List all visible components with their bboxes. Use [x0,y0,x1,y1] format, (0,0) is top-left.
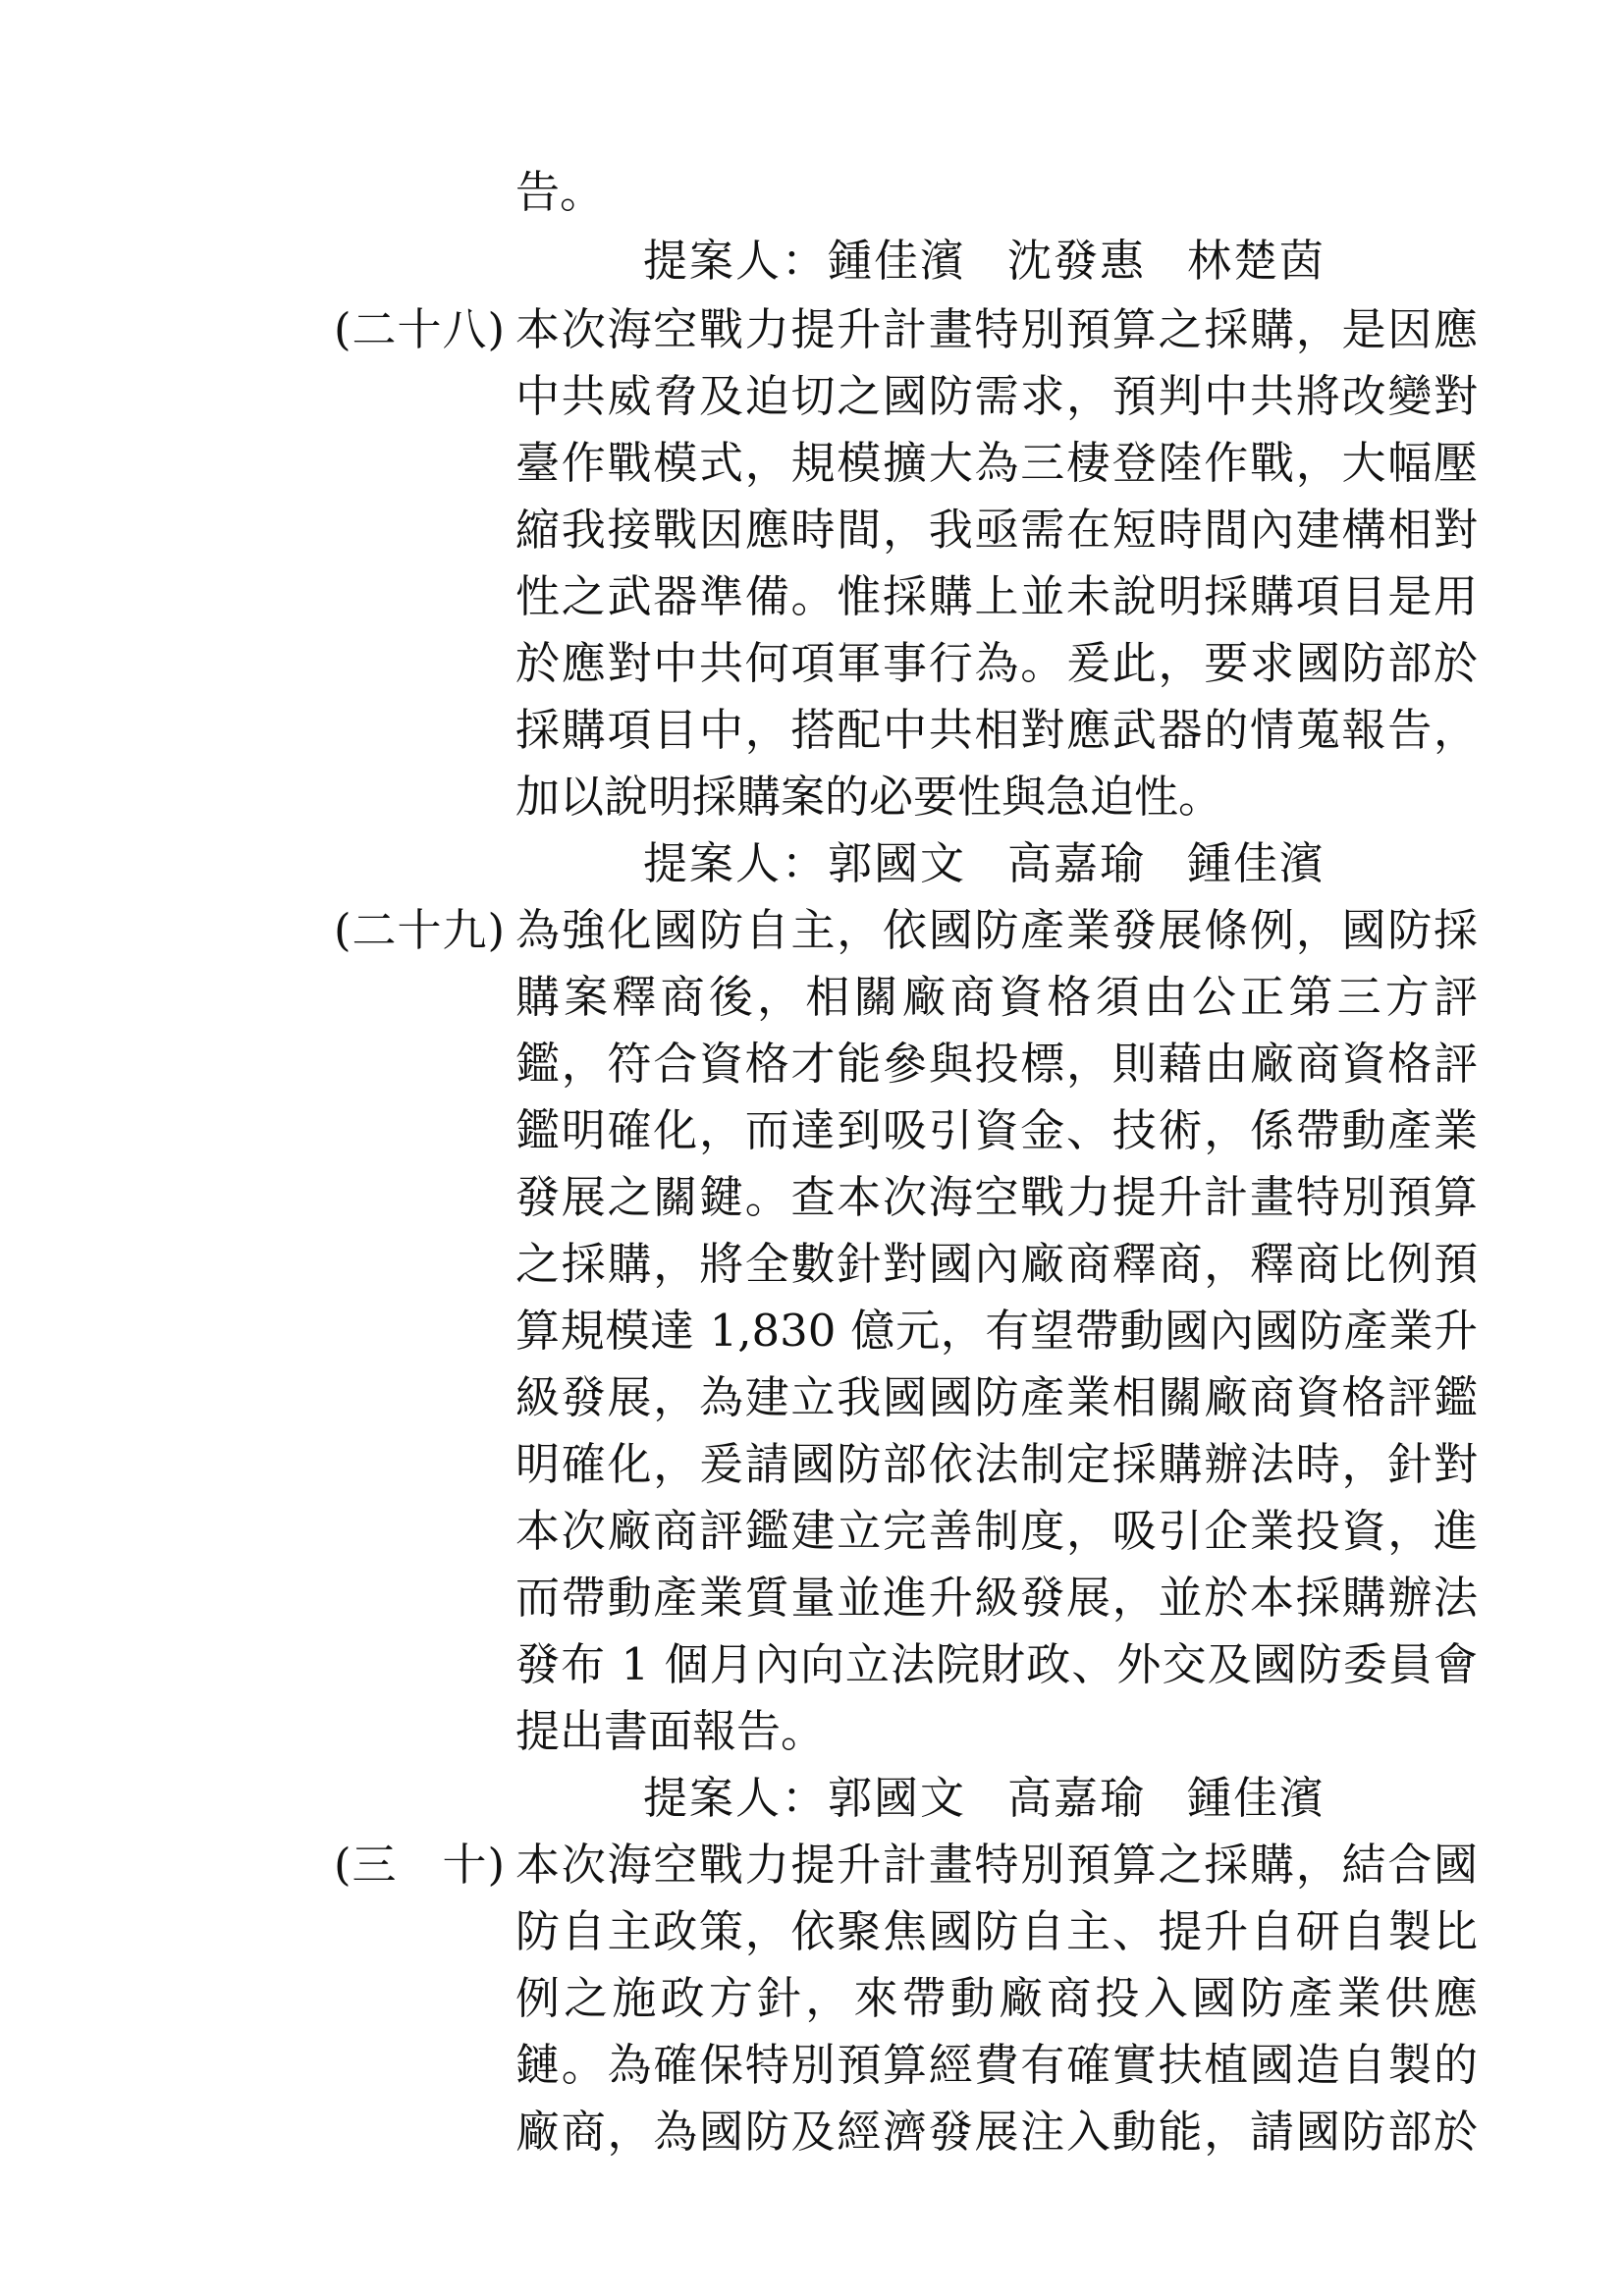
item-text-line: 加以說明採購案的必要性與急迫性。 [515,771,1223,823]
item-text-line: 發展之關鍵。查本次海空戰力提升計畫特別預算 [515,1171,1478,1223]
proposer-name: 林楚茵 [1187,235,1326,287]
item-label: (三 十) [334,1839,507,1891]
proposers-line [643,834,1326,893]
proposer-name: 沈發惠 [1007,235,1147,287]
proposer-name: 高嘉瑜 [1007,1772,1147,1824]
proposer-name: 鍾佳濱 [1187,837,1326,889]
item-text-line: 鑑，符合資格才能參與投標，則藉由廠商資格評 [515,1038,1478,1090]
item-text-line: 臺作戰模式，規模擴大為三棲登陸作戰，大幅壓 [515,437,1478,489]
continuation-text-line: 告。 [515,166,605,218]
item-text-line: 本次海空戰力提升計畫特別預算之採購，結合國 [515,1839,1478,1891]
item-text-line: 鏈。為確保特別預算經費有確實扶植國造自製的 [515,2039,1478,2091]
item-text-line: 性之武器準備。惟採購上並未說明採購項目是用 [515,570,1478,622]
item-text-line: 本次海空戰力提升計畫特別預算之採購，是因應 [515,303,1478,355]
proposer-name: 鍾佳濱 [1187,1772,1326,1824]
proposers-line [643,1769,1326,1828]
item-text-line: 鑑明確化，而達到吸引資金、技術，係帶動產業 [515,1104,1478,1156]
item-text-line: 採購項目中，搭配中共相對應武器的情蒐報告， [515,704,1478,756]
item-text-line: 而帶動產業質量並進升級發展，並於本採購辦法 [515,1572,1478,1624]
item-text-line: 發布 1 個月內向立法院財政、外交及國防委員會 [515,1638,1478,1690]
proposer-name: 高嘉瑜 [1007,837,1147,889]
item-text-line: 廠商，為國防及經濟發展注入動能，請國防部於 [515,2106,1478,2158]
item-text-line: 於應對中共何項軍事行為。爰此，要求國防部於 [515,637,1478,689]
proposer-prefix: 提案人： [643,235,829,287]
proposer-name: 郭國文 [828,1772,967,1824]
item-label: (二十八) [334,303,507,355]
proposers-line [643,232,1326,291]
item-text-line: 購案釋商後，相關廠商資格須由公正第三方評 [515,971,1478,1023]
item-text-line: 提出書面報告。 [515,1705,826,1757]
item-text-line: 中共威脅及迫切之國防需求，預判中共將改變對 [515,370,1478,422]
item-text-line: 級發展，為建立我國國防產業相關廠商資格評鑑 [515,1371,1478,1423]
proposer-name: 郭國文 [828,837,967,889]
item-text-line: 算規模達 1,830 億元，有望帶動國內國防產業升 [515,1305,1478,1357]
item-text-line: 為強化國防自主，依國防產業發展條例，國防採 [515,904,1478,956]
proposer-prefix: 提案人： [643,1772,829,1824]
item-text-line: 明確化，爰請國防部依法制定採購辦法時，針對 [515,1438,1478,1490]
item-text-line: 例之施政方針，來帶動廠商投入國防產業供應 [515,1972,1478,2024]
item-text-line: 防自主政策，依聚焦國防自主、提升自研自製比 [515,1905,1478,1957]
item-label: (二十九) [334,904,507,956]
proposer-name: 鍾佳濱 [828,235,967,287]
item-text-line: 本次廠商評鑑建立完善制度，吸引企業投資，進 [515,1505,1478,1557]
item-text-line: 縮我接戰因應時間，我亟需在短時間內建構相對 [515,504,1478,556]
item-text-line: 之採購，將全數針對國內廠商釋商，釋商比例預 [515,1238,1478,1290]
proposer-prefix: 提案人： [643,837,829,889]
